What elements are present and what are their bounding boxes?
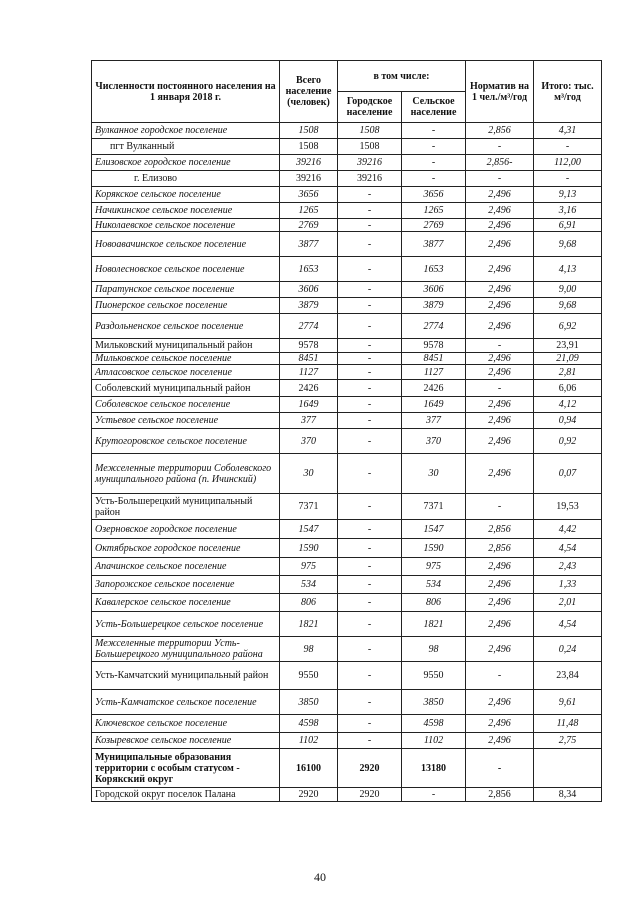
- cell-rural: 9578: [402, 339, 466, 353]
- table-row: [92, 353, 602, 365]
- cell-norm: 2,856: [466, 123, 534, 139]
- cell-sum: -: [534, 171, 602, 187]
- cell-total: 1653: [280, 257, 338, 282]
- cell-urban: -: [338, 690, 402, 715]
- cell-sum: 21,09: [534, 353, 602, 365]
- cell-name: Кавалерское сельское поселение: [92, 594, 280, 612]
- cell-sum: 112,00: [534, 155, 602, 171]
- cell-norm: 2,496: [466, 715, 534, 733]
- cell-name: Запорожское сельское поселение: [92, 576, 280, 594]
- cell-norm: 2,496: [466, 690, 534, 715]
- cell-norm: 2,496: [466, 454, 534, 494]
- table-row: [92, 494, 602, 520]
- cell-urban: -: [338, 637, 402, 662]
- cell-total: 1508: [280, 123, 338, 139]
- cell-sum: 4,54: [534, 539, 602, 558]
- cell-norm: 2,496: [466, 397, 534, 413]
- table-row: [92, 187, 602, 203]
- cell-rural: 377: [402, 413, 466, 429]
- cell-rural: 1590: [402, 539, 466, 558]
- cell-rural: 1102: [402, 733, 466, 749]
- cell-sum: 4,12: [534, 397, 602, 413]
- cell-total: 3879: [280, 298, 338, 314]
- cell-sum: 11,48: [534, 715, 602, 733]
- cell-total: 377: [280, 413, 338, 429]
- cell-rural: 2426: [402, 380, 466, 397]
- cell-urban: -: [338, 397, 402, 413]
- cell-sum: 23,91: [534, 339, 602, 353]
- cell-total: 3850: [280, 690, 338, 715]
- cell-sum: 3,16: [534, 203, 602, 219]
- cell-urban: -: [338, 494, 402, 520]
- cell-total: 2920: [280, 788, 338, 802]
- cell-urban: -: [338, 520, 402, 539]
- cell-norm: 2,496: [466, 558, 534, 576]
- cell-name: Начикинское сельское поселение: [92, 203, 280, 219]
- cell-norm: 2,496: [466, 594, 534, 612]
- table-row: [92, 662, 602, 690]
- cell-total: 39216: [280, 155, 338, 171]
- cell-name: Мильковское сельское поселение: [92, 353, 280, 365]
- cell-name: Ключевское сельское поселение: [92, 715, 280, 733]
- cell-sum: 6,06: [534, 380, 602, 397]
- cell-norm: 2,496: [466, 365, 534, 380]
- cell-norm: 2,856: [466, 539, 534, 558]
- table-row: [92, 397, 602, 413]
- cell-name: Вулканное городское поселение: [92, 123, 280, 139]
- cell-total: 370: [280, 429, 338, 454]
- table-row: [92, 380, 602, 397]
- cell-total: 2769: [280, 219, 338, 232]
- cell-urban: -: [338, 380, 402, 397]
- cell-urban: -: [338, 715, 402, 733]
- cell-urban: -: [338, 353, 402, 365]
- table-row: [92, 123, 602, 139]
- header-rural: Сельское население: [402, 92, 466, 123]
- cell-urban: -: [338, 219, 402, 232]
- cell-norm: 2,496: [466, 429, 534, 454]
- cell-total: 9550: [280, 662, 338, 690]
- table-row: [92, 637, 602, 662]
- table-row: [92, 788, 602, 802]
- cell-urban: -: [338, 612, 402, 637]
- cell-name: Озерновское городское поселение: [92, 520, 280, 539]
- cell-rural: 1547: [402, 520, 466, 539]
- cell-sum: 4,13: [534, 257, 602, 282]
- cell-urban: -: [338, 257, 402, 282]
- cell-sum: 4,54: [534, 612, 602, 637]
- cell-urban: -: [338, 662, 402, 690]
- header-norm: Норматив на 1 чел./м³/год: [466, 61, 534, 123]
- cell-rural: -: [402, 171, 466, 187]
- cell-total: 3606: [280, 282, 338, 298]
- cell-urban: -: [338, 187, 402, 203]
- cell-name: пгт Вулканный: [92, 139, 280, 155]
- cell-urban: -: [338, 298, 402, 314]
- cell-rural: 3877: [402, 232, 466, 257]
- cell-name: Козыревское сельское поселение: [92, 733, 280, 749]
- cell-norm: -: [466, 339, 534, 353]
- cell-name: Елизовское городское поселение: [92, 155, 280, 171]
- cell-rural: -: [402, 788, 466, 802]
- table-row: [92, 733, 602, 749]
- cell-rural: 98: [402, 637, 466, 662]
- cell-sum: -: [534, 139, 602, 155]
- cell-name: Атласовское сельское поселение: [92, 365, 280, 380]
- cell-norm: 2,496: [466, 612, 534, 637]
- cell-name: Соболевское сельское поселение: [92, 397, 280, 413]
- cell-sum: 6,91: [534, 219, 602, 232]
- cell-name: Пионерское сельское поселение: [92, 298, 280, 314]
- cell-name: Межселенные территории Соболевского муниципального района (п. Ичинский): [92, 454, 280, 494]
- cell-rural: -: [402, 123, 466, 139]
- cell-rural: 3656: [402, 187, 466, 203]
- cell-name: Корякское сельское поселение: [92, 187, 280, 203]
- cell-urban: 1508: [338, 123, 402, 139]
- table-row: [92, 576, 602, 594]
- cell-rural: 3850: [402, 690, 466, 715]
- header-sum: Итого: тыс. м³/год: [534, 61, 602, 123]
- cell-total: 9578: [280, 339, 338, 353]
- header-name: Численности постоянного населения на 1 января 2018 г.: [92, 61, 280, 123]
- header-urban: Городское население: [338, 92, 402, 123]
- cell-sum: 1,33: [534, 576, 602, 594]
- cell-norm: 2,496: [466, 413, 534, 429]
- cell-sum: 0,24: [534, 637, 602, 662]
- cell-sum: 4,31: [534, 123, 602, 139]
- cell-urban: 39216: [338, 155, 402, 171]
- cell-urban: -: [338, 232, 402, 257]
- cell-urban: -: [338, 558, 402, 576]
- cell-sum: 2,81: [534, 365, 602, 380]
- cell-total: 2426: [280, 380, 338, 397]
- cell-total: 3877: [280, 232, 338, 257]
- table-row: [92, 715, 602, 733]
- table-row: [92, 203, 602, 219]
- cell-norm: -: [466, 662, 534, 690]
- cell-sum: 9,68: [534, 298, 602, 314]
- table-row: [92, 282, 602, 298]
- cell-rural: 1653: [402, 257, 466, 282]
- table-row: [92, 155, 602, 171]
- cell-name: Новоавачинское сельское поселение: [92, 232, 280, 257]
- cell-name: Межселенные территории Усть-Большерецкого муниципального района: [92, 637, 280, 662]
- cell-rural: 2769: [402, 219, 466, 232]
- cell-name: Усть-Камчатский муниципальный район: [92, 662, 280, 690]
- cell-name: Крутогоровское сельское поселение: [92, 429, 280, 454]
- cell-rural: 3606: [402, 282, 466, 298]
- table-row: [92, 749, 602, 788]
- cell-norm: 2,496: [466, 314, 534, 339]
- cell-sum: 2,43: [534, 558, 602, 576]
- cell-rural: 13180: [402, 749, 466, 788]
- cell-total: 806: [280, 594, 338, 612]
- population-table: [91, 60, 602, 802]
- cell-norm: 2,496: [466, 232, 534, 257]
- cell-sum: 9,13: [534, 187, 602, 203]
- table-row: [92, 171, 602, 187]
- cell-rural: 370: [402, 429, 466, 454]
- cell-total: 16100: [280, 749, 338, 788]
- cell-urban: 39216: [338, 171, 402, 187]
- cell-rural: 9550: [402, 662, 466, 690]
- cell-norm: 2,496: [466, 298, 534, 314]
- table-row: [92, 365, 602, 380]
- cell-name: Муниципальные образования территории с особым статусом - Корякский округ: [92, 749, 280, 788]
- cell-name: Раздольненское сельское поселение: [92, 314, 280, 339]
- cell-name: Соболевский муниципальный район: [92, 380, 280, 397]
- cell-rural: -: [402, 139, 466, 155]
- table-row: [92, 558, 602, 576]
- cell-total: 1821: [280, 612, 338, 637]
- cell-total: 7371: [280, 494, 338, 520]
- cell-total: 975: [280, 558, 338, 576]
- cell-total: 534: [280, 576, 338, 594]
- cell-urban: -: [338, 733, 402, 749]
- cell-rural: -: [402, 155, 466, 171]
- cell-urban: -: [338, 314, 402, 339]
- table-row: [92, 232, 602, 257]
- cell-urban: 2920: [338, 749, 402, 788]
- cell-rural: 7371: [402, 494, 466, 520]
- table-row: [92, 612, 602, 637]
- cell-sum: 2,75: [534, 733, 602, 749]
- cell-norm: -: [466, 749, 534, 788]
- cell-norm: 2,856: [466, 788, 534, 802]
- cell-norm: 2,496: [466, 203, 534, 219]
- table-row: [92, 454, 602, 494]
- cell-sum: 23,84: [534, 662, 602, 690]
- cell-urban: -: [338, 203, 402, 219]
- cell-norm: 2,496: [466, 576, 534, 594]
- cell-total: 2774: [280, 314, 338, 339]
- table-body: [92, 123, 602, 802]
- cell-name: Устьевое сельское поселение: [92, 413, 280, 429]
- cell-norm: -: [466, 171, 534, 187]
- cell-name: Паратунское сельское поселение: [92, 282, 280, 298]
- cell-total: 1590: [280, 539, 338, 558]
- header-total: Всего население (человек): [280, 61, 338, 123]
- cell-rural: 4598: [402, 715, 466, 733]
- cell-total: 1649: [280, 397, 338, 413]
- table-row: [92, 429, 602, 454]
- cell-norm: 2,856-: [466, 155, 534, 171]
- cell-rural: 3879: [402, 298, 466, 314]
- header-including: в том числе:: [338, 61, 466, 92]
- cell-sum: 2,01: [534, 594, 602, 612]
- table-row: [92, 314, 602, 339]
- cell-name: Городской округ поселок Палана: [92, 788, 280, 802]
- cell-urban: -: [338, 282, 402, 298]
- cell-rural: 806: [402, 594, 466, 612]
- cell-urban: -: [338, 339, 402, 353]
- cell-urban: -: [338, 454, 402, 494]
- cell-rural: 975: [402, 558, 466, 576]
- table-row: [92, 339, 602, 353]
- cell-urban: -: [338, 539, 402, 558]
- table-row: [92, 298, 602, 314]
- cell-rural: 1649: [402, 397, 466, 413]
- cell-sum: 8,34: [534, 788, 602, 802]
- cell-total: 1508: [280, 139, 338, 155]
- cell-name: Усть-Большерецкий муниципальный район: [92, 494, 280, 520]
- table-row: [92, 139, 602, 155]
- cell-name: Апачинское сельское поселение: [92, 558, 280, 576]
- cell-norm: 2,496: [466, 257, 534, 282]
- cell-urban: -: [338, 365, 402, 380]
- cell-sum: [534, 749, 602, 788]
- table-row: [92, 257, 602, 282]
- cell-total: 8451: [280, 353, 338, 365]
- cell-urban: 2920: [338, 788, 402, 802]
- cell-urban: -: [338, 429, 402, 454]
- cell-sum: 9,00: [534, 282, 602, 298]
- cell-rural: 1265: [402, 203, 466, 219]
- cell-norm: 2,496: [466, 733, 534, 749]
- table-row: [92, 594, 602, 612]
- cell-name: Мильковский муниципальный район: [92, 339, 280, 353]
- cell-rural: 1127: [402, 365, 466, 380]
- table-row: [92, 413, 602, 429]
- cell-norm: 2,496: [466, 187, 534, 203]
- cell-name: Новолесновское сельское поселение: [92, 257, 280, 282]
- cell-norm: 2,496: [466, 282, 534, 298]
- cell-urban: -: [338, 413, 402, 429]
- cell-norm: -: [466, 139, 534, 155]
- table-row: [92, 520, 602, 539]
- cell-total: 39216: [280, 171, 338, 187]
- cell-rural: 30: [402, 454, 466, 494]
- cell-total: 4598: [280, 715, 338, 733]
- cell-rural: 2774: [402, 314, 466, 339]
- cell-name: Усть-Камчатское сельское поселение: [92, 690, 280, 715]
- cell-norm: 2,856: [466, 520, 534, 539]
- cell-name: г. Елизово: [92, 171, 280, 187]
- cell-total: 1102: [280, 733, 338, 749]
- cell-total: 98: [280, 637, 338, 662]
- cell-sum: 6,92: [534, 314, 602, 339]
- page-number: 40: [314, 870, 326, 884]
- cell-urban: 1508: [338, 139, 402, 155]
- cell-name: Октябрьское городское поселение: [92, 539, 280, 558]
- cell-norm: 2,496: [466, 353, 534, 365]
- cell-name: Николаевское сельское поселение: [92, 219, 280, 232]
- cell-total: 30: [280, 454, 338, 494]
- cell-total: 1265: [280, 203, 338, 219]
- cell-rural: 8451: [402, 353, 466, 365]
- cell-sum: 0,07: [534, 454, 602, 494]
- cell-name: Усть-Большерецкое сельское поселение: [92, 612, 280, 637]
- cell-total: 1547: [280, 520, 338, 539]
- table-row: [92, 219, 602, 232]
- cell-norm: 2,496: [466, 637, 534, 662]
- cell-urban: -: [338, 594, 402, 612]
- cell-sum: 9,68: [534, 232, 602, 257]
- cell-sum: 0,92: [534, 429, 602, 454]
- cell-total: 3656: [280, 187, 338, 203]
- cell-sum: 9,61: [534, 690, 602, 715]
- cell-norm: 2,496: [466, 219, 534, 232]
- cell-sum: 0,94: [534, 413, 602, 429]
- cell-sum: 4,42: [534, 520, 602, 539]
- cell-norm: -: [466, 494, 534, 520]
- cell-total: 1127: [280, 365, 338, 380]
- cell-rural: 534: [402, 576, 466, 594]
- cell-norm: -: [466, 380, 534, 397]
- table-row: [92, 539, 602, 558]
- cell-sum: 19,53: [534, 494, 602, 520]
- cell-rural: 1821: [402, 612, 466, 637]
- cell-urban: -: [338, 576, 402, 594]
- table-row: [92, 690, 602, 715]
